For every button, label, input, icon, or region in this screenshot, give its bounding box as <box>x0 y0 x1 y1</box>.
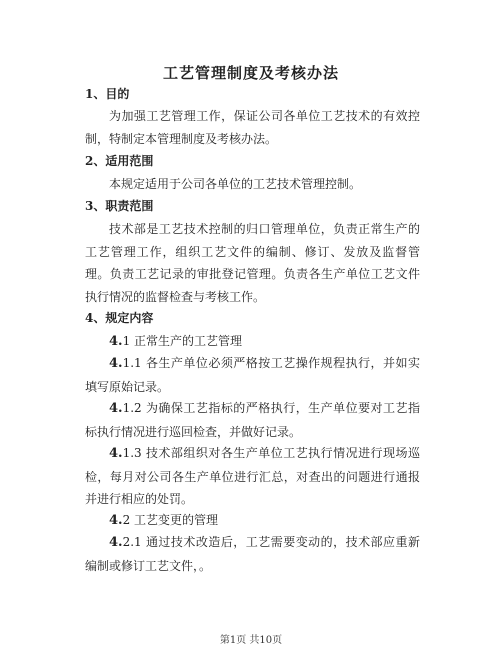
clause-text: 1.1 各生产单位必须严格按工艺操作规程执行，并如实填写原始记录。 <box>85 356 420 394</box>
section-4-heading: 4、规定内容 <box>85 311 154 325</box>
clause-4-1 <box>85 330 420 354</box>
page-footer: 第1页 共10页 <box>219 635 283 646</box>
section-3-heading: 3、职责范围 <box>85 199 154 213</box>
clause-4-1-3 <box>85 442 420 511</box>
clause-number: 4. <box>109 535 123 550</box>
clause-number: 4. <box>109 446 123 461</box>
section-3-text: 技术部是工艺技术控制的归口管理单位，负责正常生产的工艺管理工作，组织工艺文件的编制、修订、发放及监督管理。负责工艺记录的审批登记管理。负责各生产单位工艺文件执行情况的监督检查与考核工作。 <box>85 222 420 304</box>
section-2-text: 本规定适用于公司各单位的工艺技术管理控制。 <box>109 177 362 191</box>
section-2-heading: 2、适用范围 <box>85 154 154 168</box>
clause-text: 1.2 为确保工艺指标的严格执行，生产单位要对工艺指标执行情况进行巡回检查，并做好记录。 <box>85 401 420 439</box>
section-1-text: 为加强工艺管理工作，保证公司各单位工艺技术的有效控制，特制定本管理制度及考核办法。 <box>85 109 420 146</box>
section-1-heading: 1、目的 <box>85 87 130 101</box>
clause-number: 4. <box>109 513 123 528</box>
clause-4-2-1 <box>85 531 420 577</box>
clause-4-1-2 <box>85 397 420 443</box>
clause-text: 1 正常生产的工艺管理 <box>122 334 243 348</box>
clause-4-2 <box>85 509 420 533</box>
document-title: 工艺管理制度及考核办法 <box>162 64 339 82</box>
clause-text: 1.3 技术部组织对各生产单位工艺执行情况进行现场巡检，每月对公司各生产单位进行汇总，对查出的问题进行通报并进行相应的处罚。 <box>85 446 420 506</box>
clause-4-1-1 <box>85 352 420 398</box>
clause-number: 4. <box>109 401 123 416</box>
clause-number: 4. <box>109 356 123 371</box>
clause-text: 2.1 通过技术改造后，工艺需要变动的，技术部应重新编制或修订工艺文件，。 <box>85 535 420 573</box>
clause-number: 4. <box>109 334 123 349</box>
clause-text: 2 工艺变更的管理 <box>122 513 219 527</box>
